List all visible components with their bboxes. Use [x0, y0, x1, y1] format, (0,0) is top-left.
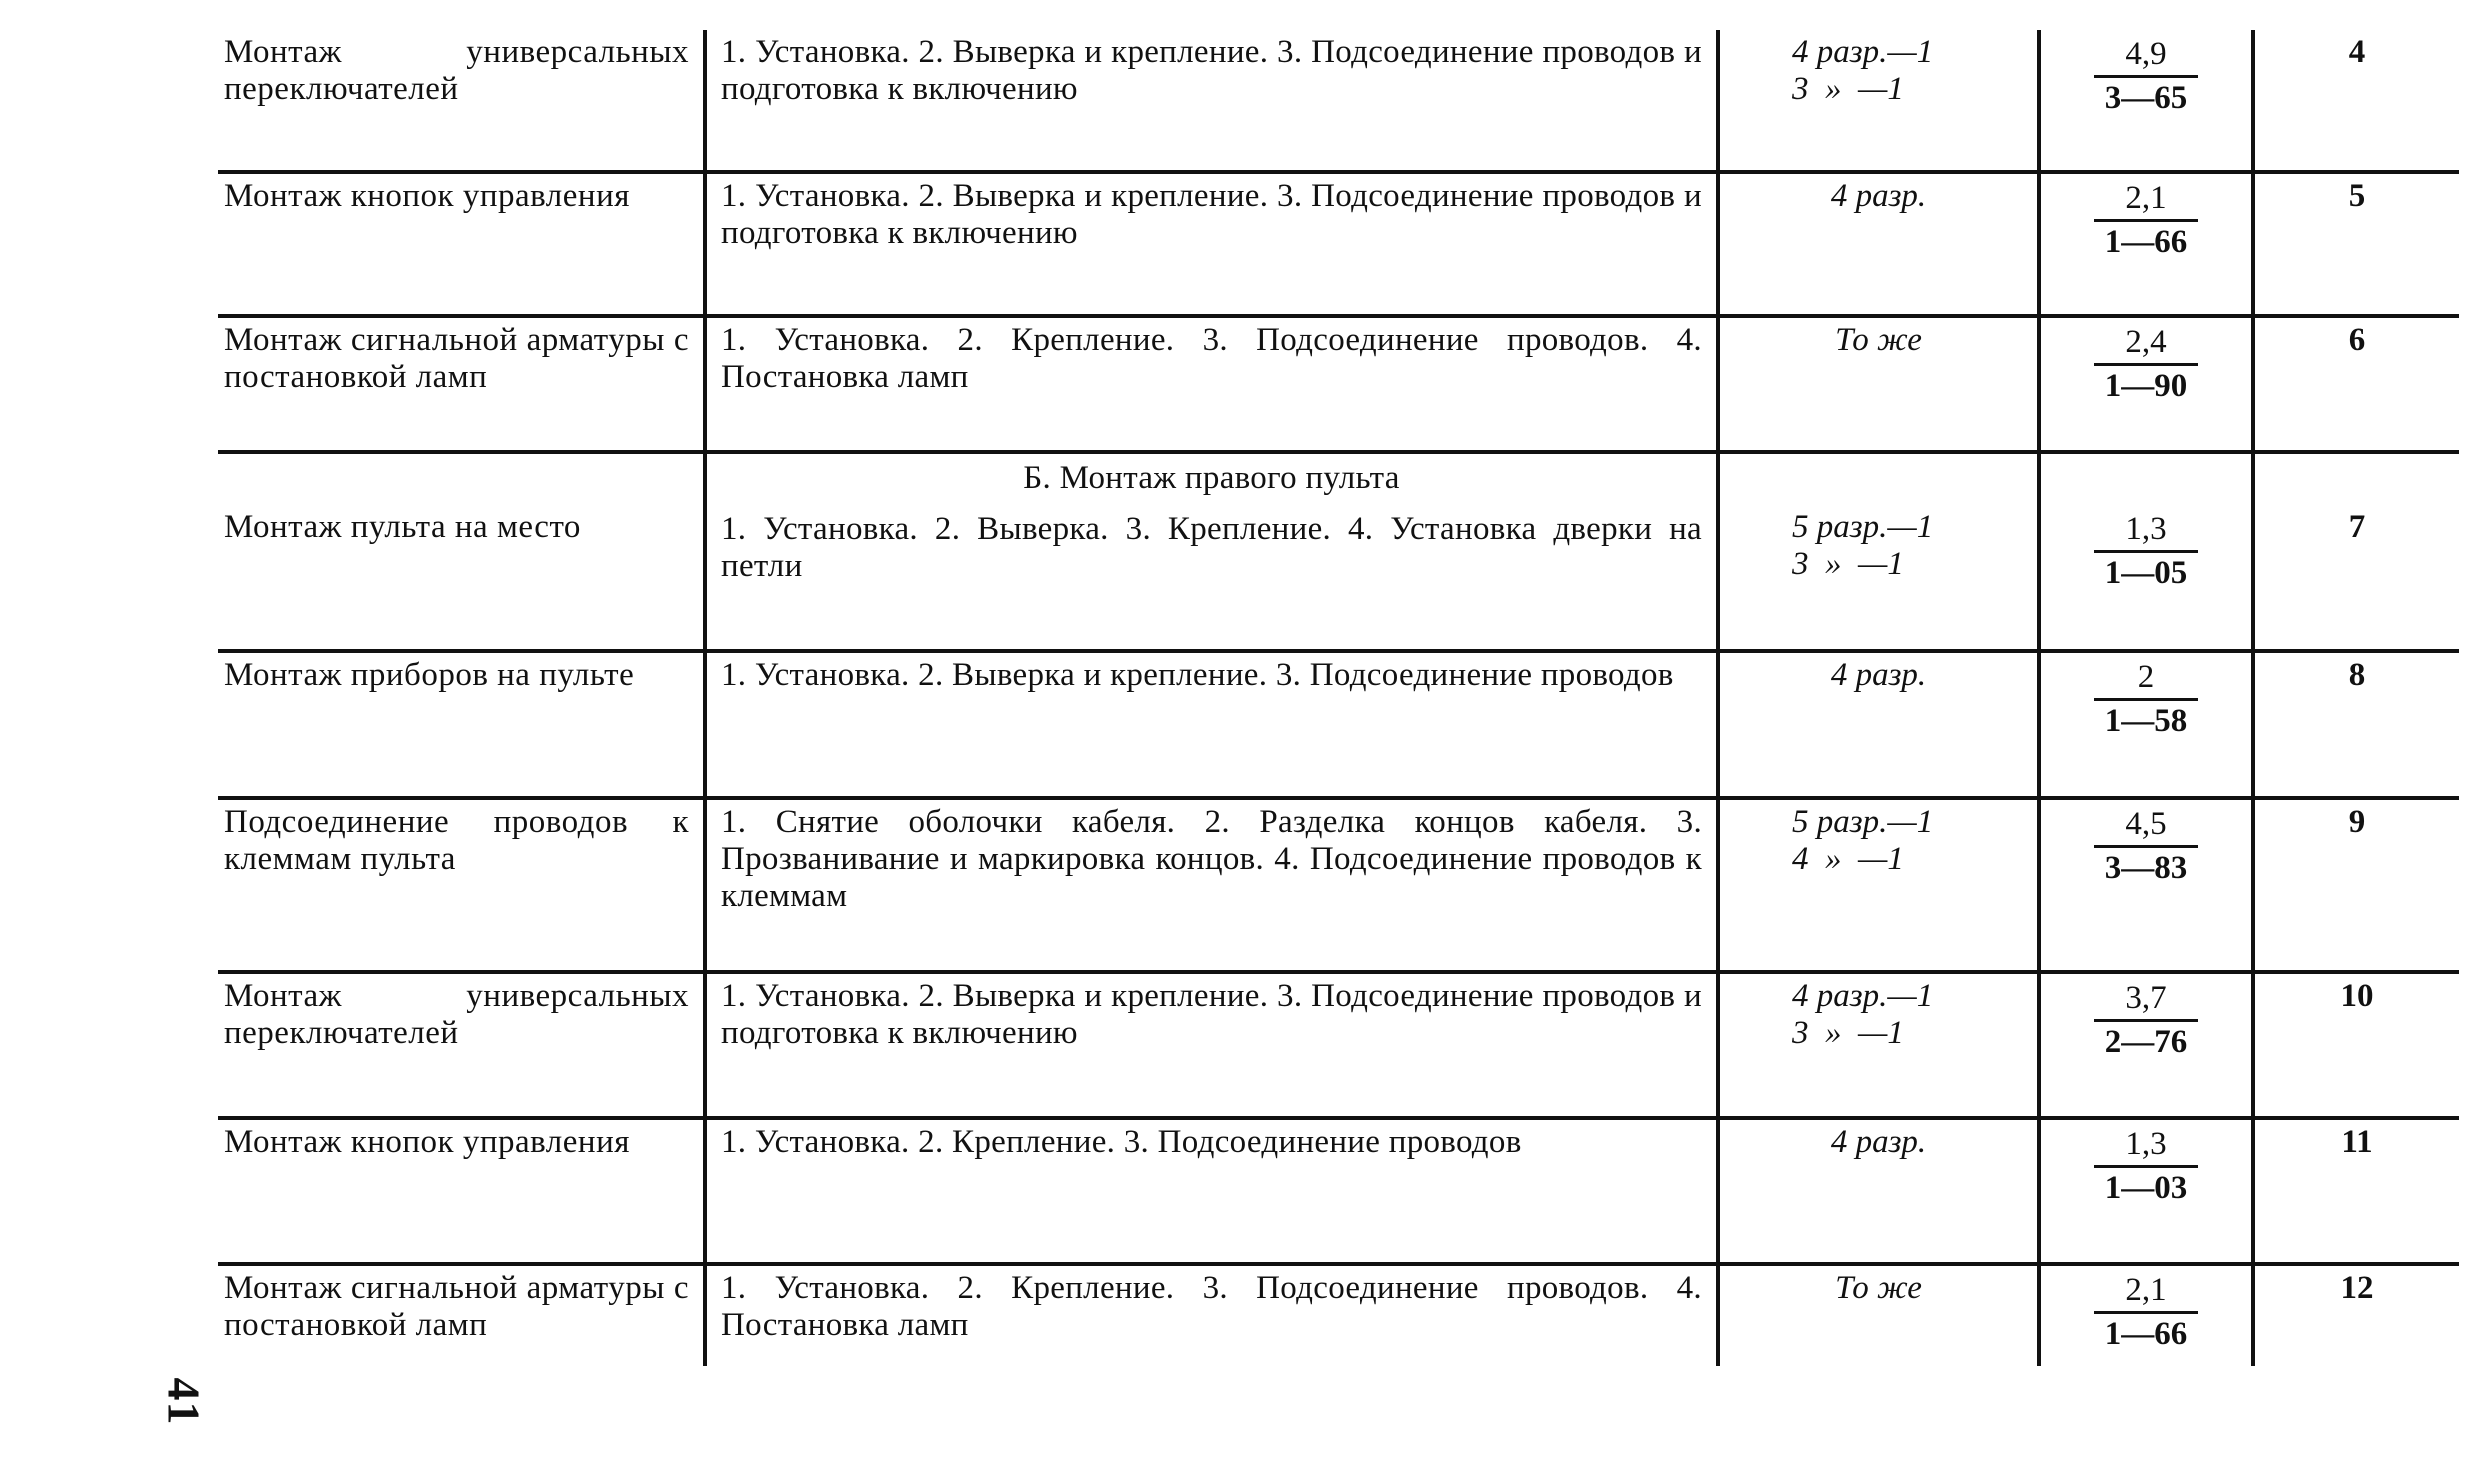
table-row	[218, 1120, 2459, 1266]
norm-time: 3,7	[2094, 980, 2198, 1022]
norm-fraction	[2037, 1120, 2251, 1262]
norm-fraction	[2037, 974, 2251, 1116]
norm-time: 2,1	[2094, 180, 2198, 222]
worker-grade	[1716, 174, 2037, 314]
operations: 1. Установка. 2. Выверка и крепление. 3. Подсоединение проводов и подготовка к включению	[703, 30, 1716, 170]
norm-price: 3—65	[2104, 80, 2188, 116]
table-row	[218, 454, 2459, 653]
work-name-text: Монтаж пульта на место	[224, 509, 581, 545]
row-index: 8	[2251, 653, 2459, 796]
grade-line: 5 разр.—1	[1792, 804, 1934, 840]
worker-grade	[1716, 30, 2037, 170]
grade-line: 3 » —1	[1792, 71, 1904, 107]
work-name: Монтаж кнопок управления	[224, 1124, 630, 1160]
norm-fraction	[2037, 30, 2251, 170]
worker-grade	[1716, 318, 2037, 450]
row-index: 5	[2251, 174, 2459, 314]
worker-grade	[1716, 974, 2037, 1116]
row-index	[2251, 454, 2459, 649]
grade-line: То же	[1835, 1270, 1922, 1306]
operations-text: 1. Установка. 2. Выверка. 3. Крепление. 4. Установка дверки на петли	[721, 511, 1702, 584]
row-index-text: 7	[2348, 509, 2366, 545]
norm-fraction	[2037, 454, 2251, 649]
norm-time: 1,3	[2094, 1126, 2198, 1168]
norm-time: 4,9	[2094, 36, 2198, 78]
grade-line: 3 » —1	[1792, 546, 1904, 582]
worker-grade	[1716, 1266, 2037, 1366]
norm-fraction	[2037, 174, 2251, 314]
grade-line: 4 разр.—1	[1792, 978, 1934, 1014]
table-row	[218, 318, 2459, 454]
worker-grade	[1716, 800, 2037, 970]
grade-line: 4 разр.	[1830, 657, 1927, 693]
operations: 1. Установка. 2. Выверка и крепление. 3. Подсоединение проводов	[703, 653, 1716, 796]
norm-price: 1—58	[2104, 703, 2188, 739]
work-name: Монтаж универсальных переключателей	[224, 978, 689, 1051]
grade-line: 4 » —1	[1792, 841, 1904, 877]
norm-price: 1—03	[2104, 1170, 2188, 1206]
norm-price: 3—83	[2104, 850, 2188, 886]
grade-line: То же	[1835, 322, 1922, 358]
grade-line: 4 разр.	[1830, 1124, 1927, 1160]
operations: 1. Установка. 2. Выверка и крепление. 3. Подсоединение проводов и подготовка к включению	[703, 974, 1716, 1116]
norm-time: 4,5	[2094, 806, 2198, 848]
norm-price: 2—76	[2104, 1024, 2188, 1060]
norm-price: 1—66	[2104, 224, 2188, 260]
row-index: 10	[2251, 974, 2459, 1116]
page-number: 41	[158, 1377, 210, 1426]
work-name: Монтаж сигнальной арматуры с постановкой ламп	[224, 1270, 689, 1343]
row-index: 4	[2251, 30, 2459, 170]
work-name: Монтаж кнопок управления	[224, 178, 630, 214]
norms-table	[218, 30, 2459, 1366]
row-index: 12	[2251, 1266, 2459, 1366]
worker-grade	[1716, 653, 2037, 796]
row-index: 9	[2251, 800, 2459, 970]
table-row	[218, 1266, 2459, 1366]
work-name	[218, 454, 703, 649]
operations: 1. Установка. 2. Крепление. 3. Подсоединение проводов. 4. Постановка ламп	[703, 1266, 1716, 1366]
work-name: Монтаж сигнальной арматуры с постановкой ламп	[224, 322, 689, 395]
section-heading: Б. Монтаж правого пульта	[1023, 460, 1400, 496]
norm-price: 1—05	[2104, 555, 2188, 591]
row-index: 6	[2251, 318, 2459, 450]
table-row	[218, 800, 2459, 974]
grade-line: 4 разр.	[1830, 178, 1927, 214]
operations: 1. Установка. 2. Крепление. 3. Подсоединение проводов. 4. Постановка ламп	[703, 318, 1716, 450]
norm-time: 2	[2094, 659, 2198, 701]
operations: 1. Установка. 2. Выверка и крепление. 3. Подсоединение проводов и подготовка к включению	[703, 174, 1716, 314]
table-row	[218, 653, 2459, 800]
grade-line: 3 » —1	[1792, 1015, 1904, 1051]
norm-price: 1—66	[2104, 1316, 2188, 1352]
table-row	[218, 30, 2459, 174]
norm-time: 2,4	[2094, 324, 2198, 366]
worker-grade	[1716, 1120, 2037, 1262]
grade-line: 4 разр.—1	[1792, 34, 1934, 70]
norm-fraction	[2037, 1266, 2251, 1366]
operations	[703, 454, 1716, 649]
norm-fraction	[2037, 800, 2251, 970]
norm-price: 1—90	[2104, 368, 2188, 404]
norm-time: 1,3	[2094, 511, 2198, 553]
work-name: Монтаж универсальных переключателей	[224, 34, 689, 107]
operations: 1. Установка. 2. Крепление. 3. Подсоединение проводов	[703, 1120, 1716, 1262]
work-name: Подсоединение проводов к клеммам пульта	[224, 804, 689, 877]
worker-grade	[1716, 454, 2037, 649]
work-name: Монтаж приборов на пульте	[224, 657, 635, 693]
norm-fraction	[2037, 653, 2251, 796]
operations: 1. Снятие оболочки кабеля. 2. Разделка концов кабеля. 3. Прозванивание и маркировка концов. 4. Подсоединение проводов к клеммам	[703, 800, 1716, 970]
grade-line: 5 разр.—1	[1792, 509, 1934, 545]
norm-fraction	[2037, 318, 2251, 450]
table-row	[218, 174, 2459, 318]
row-index: 11	[2251, 1120, 2459, 1262]
table-row	[218, 974, 2459, 1120]
norm-time: 2,1	[2094, 1272, 2198, 1314]
